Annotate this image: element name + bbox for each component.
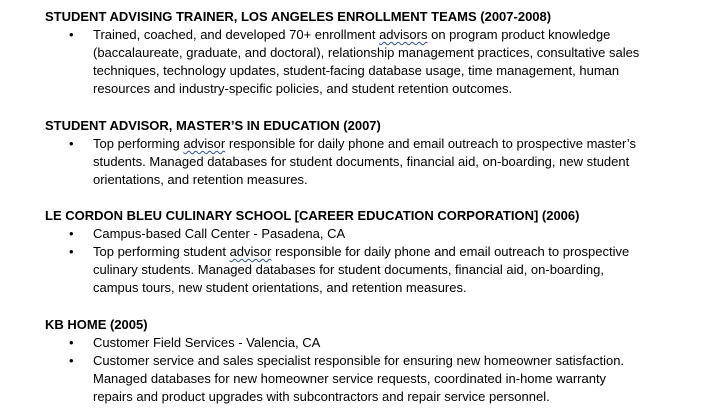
bullet-line: Customer service and sales specialist responsible for ensuring new homeowner satisfaction. bbox=[93, 353, 625, 368]
bullet-list bbox=[45, 225, 695, 297]
job-heading: STUDENT ADVISOR, MASTER’S IN EDUCATION (2007) bbox=[45, 118, 381, 133]
bullet-icon: • bbox=[69, 244, 74, 259]
bullet-item bbox=[45, 225, 695, 243]
bullet-item bbox=[45, 26, 695, 98]
bullet-list bbox=[45, 334, 695, 406]
bullet-line: resources and industry-specific policies, and student retention outcomes. bbox=[93, 81, 513, 96]
bullet-line: Top performing student advisor responsible for daily phone and email outreach to prospective bbox=[93, 244, 630, 259]
bullet-line: orientations, and retention measures. bbox=[93, 172, 308, 187]
bullet-item bbox=[45, 243, 695, 297]
job-section-kb-home bbox=[45, 316, 695, 406]
job-heading: STUDENT ADVISING TRAINER, LOS ANGELES ENROLLMENT TEAMS (2007-2008) bbox=[45, 9, 552, 24]
job-section-student-advisor bbox=[45, 117, 695, 189]
bullet-line: Campus-based Call Center - Pasadena, CA bbox=[93, 226, 346, 241]
bullet-list bbox=[45, 135, 695, 189]
bullet-item bbox=[45, 135, 695, 189]
job-section-le-cordon-bleu bbox=[45, 207, 695, 297]
job-section-student-advising-trainer bbox=[45, 8, 695, 98]
bullet-line: techniques, technology updates, student-facing database usage, time management, human bbox=[93, 63, 620, 78]
bullet-list bbox=[45, 26, 695, 98]
bullet-line: students. Managed databases for student documents, financial aid, on-boarding, new student bbox=[93, 154, 630, 169]
job-heading: KB HOME (2005) bbox=[45, 317, 148, 332]
spellcheck-flagged-word[interactable]: advisor bbox=[229, 244, 272, 259]
bullet-icon: • bbox=[69, 136, 74, 151]
bullet-line: Managed databases for new homeowner service requests, coordinated in-home warranty bbox=[93, 371, 607, 386]
bullet-item bbox=[45, 352, 695, 406]
spellcheck-flagged-word[interactable]: advisor bbox=[183, 136, 226, 151]
bullet-icon: • bbox=[69, 226, 74, 241]
bullet-line: (baccalaureate, graduate, and doctoral), relationship management practices, consultative sales bbox=[93, 45, 640, 60]
bullet-line: culinary students. Managed databases for student documents, financial aid, on-boarding, bbox=[93, 262, 604, 277]
bullet-icon: • bbox=[69, 353, 74, 368]
bullet-item bbox=[45, 334, 695, 352]
job-heading: LE CORDON BLEU CULINARY SCHOOL [CAREER EDUCATION CORPORATION] (2006) bbox=[45, 208, 580, 223]
bullet-icon: • bbox=[69, 27, 74, 42]
spellcheck-flagged-word[interactable]: advisors bbox=[379, 27, 428, 42]
bullet-line: Top performing advisor responsible for daily phone and email outreach to prospective master’s bbox=[93, 136, 636, 151]
bullet-line: repairs and product upgrades with subcontractors and repair service personnel. bbox=[93, 389, 550, 404]
bullet-icon: • bbox=[69, 335, 74, 350]
bullet-line: Customer Field Services - Valencia, CA bbox=[93, 335, 321, 350]
bullet-line: Trained, coached, and developed 70+ enrollment advisors on program product knowledge bbox=[93, 27, 611, 42]
bullet-line: campus tours, new student orientations, and retention measures. bbox=[93, 280, 467, 295]
